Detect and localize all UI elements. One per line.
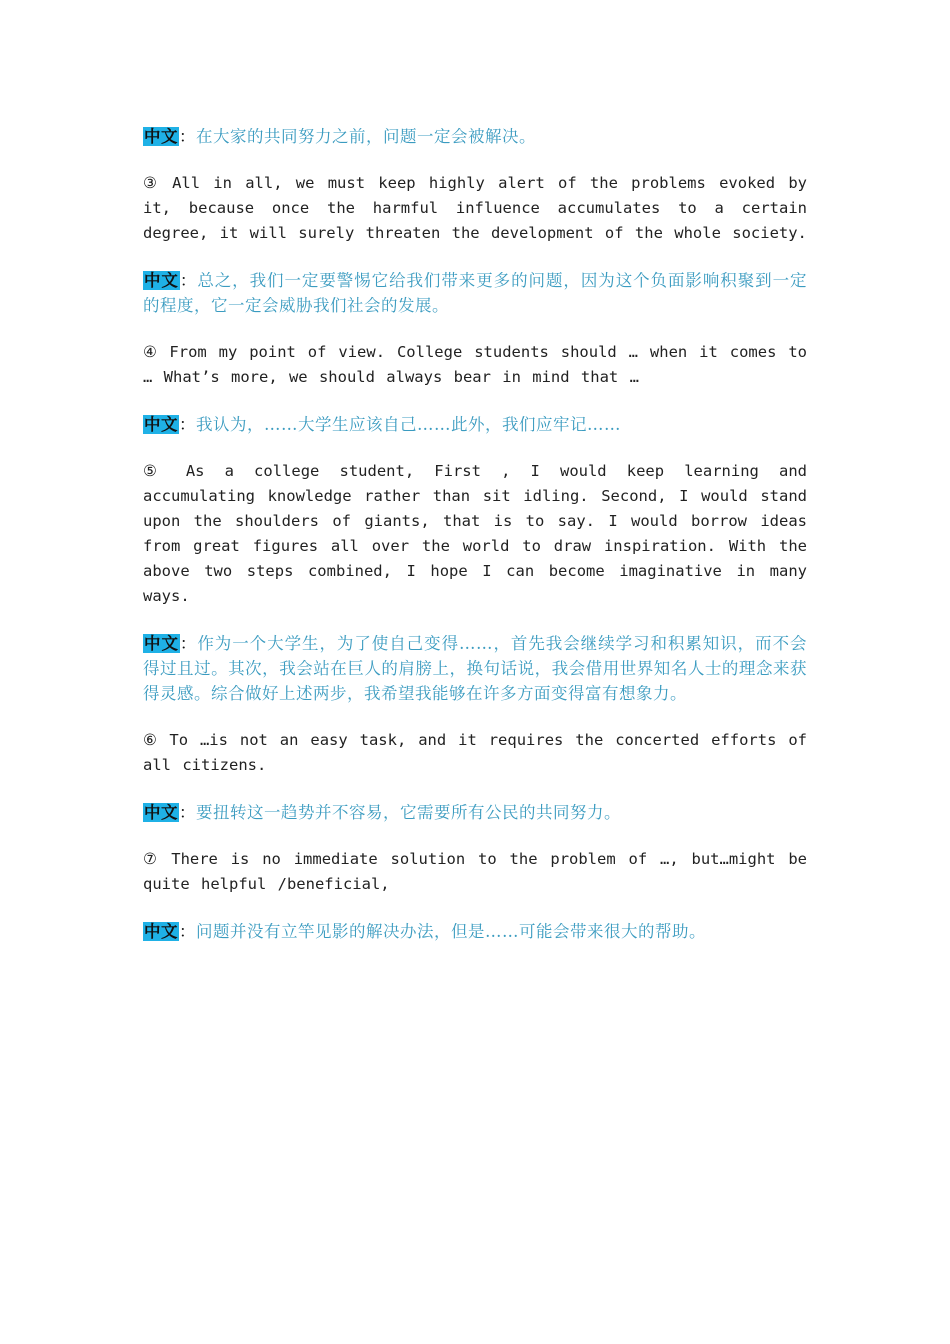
chinese-translation-5 bbox=[143, 631, 807, 706]
label-colon: ： bbox=[179, 922, 196, 941]
english-sentence-7: ⑦ There is no immediate solution to the problem of …, but…might be quite helpful /beneficial, bbox=[143, 850, 807, 893]
chinese-label: 中文 bbox=[144, 922, 178, 941]
chinese-text: 在大家的共同努力之前，问题一定会被解决。 bbox=[196, 127, 536, 146]
english-sentence-6: ⑥ To …is not an easy task, and it requires the concerted efforts of all citizens. bbox=[143, 731, 807, 774]
chinese-translation-7 bbox=[143, 919, 807, 944]
chinese-text: 要扭转这一趋势并不容易，它需要所有公民的共同努力。 bbox=[196, 803, 621, 822]
label-colon: ： bbox=[179, 803, 196, 822]
label-colon: ： bbox=[179, 634, 198, 653]
chinese-text: 作为一个大学生，为了使自己变得……，首先我会继续学习和积累知识，而不会得过且过。其次，我会站在巨人的肩膀上，换句话说，我会借用世界知名人士的理念来获得灵感。综合做好上述两步，我希望我能够在许多方面变得富有想象力。 bbox=[143, 634, 808, 703]
chinese-translation-1 bbox=[143, 124, 807, 149]
chinese-text: 总之，我们一定要警惕它给我们带来更多的问题，因为这个负面影响积聚到一定的程度，它一定会威胁我们社会的发展。 bbox=[143, 271, 808, 315]
chinese-translation-6 bbox=[143, 800, 807, 825]
english-sentence-4: ④ From my point of view. College students should … when it comes to … What’s more, we should always bear in mind that … bbox=[143, 343, 807, 386]
chinese-text: 我认为，……大学生应该自己……此外，我们应牢记…… bbox=[196, 415, 621, 434]
chinese-text: 问题并没有立竿见影的解决办法，但是……可能会带来很大的帮助。 bbox=[196, 922, 706, 941]
document-page bbox=[143, 124, 807, 966]
chinese-label: 中文 bbox=[144, 803, 178, 822]
chinese-label: 中文 bbox=[144, 415, 178, 434]
chinese-label: 中文 bbox=[144, 271, 179, 290]
label-colon: ： bbox=[179, 127, 196, 146]
chinese-translation-3 bbox=[143, 268, 807, 318]
label-colon: ： bbox=[179, 415, 196, 434]
chinese-label: 中文 bbox=[144, 127, 178, 146]
english-sentence-3: ③ All in all, we must keep highly alert of the problems evoked by it, because once the harmful influence accumulates to a certain degree, it will surely threaten the development of the whole society. bbox=[143, 174, 807, 242]
english-sentence-5: ⑤ As a college student, First , I would keep learning and accumulating knowledge rather than sit idling. Second, I would stand upon the shoulders of giants, that is to say. I would borrow ideas from great figures all over the world to draw inspiration. With the above two steps combined, I hope I can become imaginative in many ways. bbox=[143, 462, 807, 605]
label-colon: ： bbox=[179, 271, 198, 290]
chinese-label: 中文 bbox=[144, 634, 179, 653]
chinese-translation-4 bbox=[143, 412, 807, 437]
